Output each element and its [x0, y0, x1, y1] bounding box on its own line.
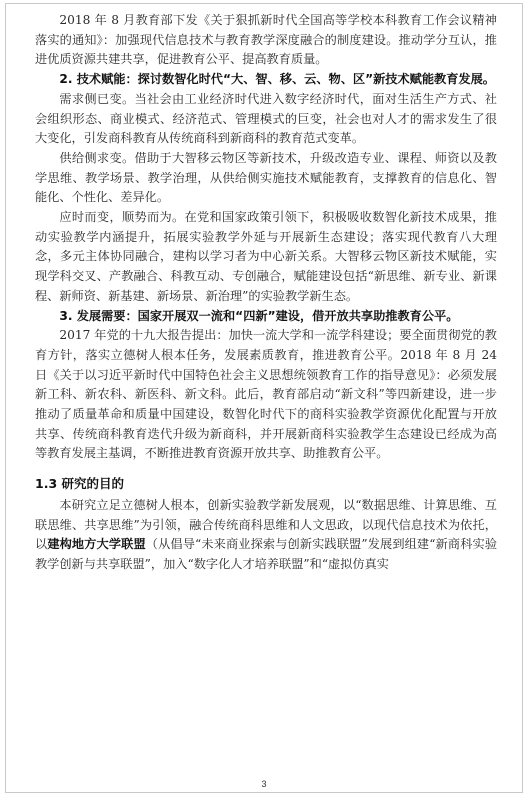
document-page	[5, 3, 523, 793]
purpose-text-end: （从倡导“未来商业探索与创新实践联盟”发展到组建“新商科实验教学创新与共享联盟”，加入“数字化人才培养联盟”和“虚拟仿真实	[35, 537, 498, 571]
section-heading-tech-empowerment: 2. 技术赋能：探讨数智化时代“大、智、移、云、物、区”新技术赋能教育发展。	[59, 72, 495, 87]
paragraph-research-purpose	[35, 496, 497, 575]
paragraph-adapt-to-times: 应时而变，顺势而为。在党和国家政策引领下，积极吸收数智化新技术成果，推动实验教学内涵提升，拓展实验教学外延与开展新生态建设；落实现代教育八大理念，多元主体协同融合，建构以学习者为中心新关系。大智移云物区新技术赋能，实现学科交叉、产教融合、科教互动、专创融合，赋能建设包括“新思维、新专业、新课程、新师资、新基建、新场景、新治理”的实验教学新生态。	[35, 210, 497, 303]
paragraph-19th-congress: 2017 年党的十九大报告提出：加快一流大学和一流学科建设；要全面贯彻党的教育方针，落实立德树人根本任务，发展素质教育，推进教育公平。2018 年 8 月 24 日《关于以习近平新时代中国特色社会主义思想统领教育工作的指导意见》：必须发展新工科、新农科、新医科、新文科。此后，教育部启动“新文科”等四新建设，进一步推动了质量革命和质量中国建设，数智化时代下的商科实验教学资源优化配置与开放共享、传统商科教育迭代升级为新商科，并开展新商科实验教学生态建设已经成为高等教育发展主基调，不断推进教育资源开放共享、助推教育公平。	[35, 328, 497, 461]
purpose-text-bold: 建构地方大学联盟	[47, 537, 146, 552]
purpose-text-start: 本研究立足立德树人根本，创新实验教学新发展观，以“数据思维、计算思维、互联思维、共享思维”为引领，融合传统商科思维和人文思政，以现代信息技术为依托，以	[35, 497, 497, 552]
section-heading-development-needs: 3. 发展需要：国家开展双一流和“四新”建设，借开放共享助推教育公平。	[59, 308, 459, 323]
page-number: 3	[261, 779, 267, 789]
subsection-heading-research-purpose: 1.3 研究的目的	[35, 476, 124, 492]
paragraph-supply-side: 供给侧求变。借助于大智移云物区等新技术，升级改造专业、课程、师资以及教学思维、教学场景、教学治理，从供给侧实施技术赋能教育，支撑教育的信息化、智能化、个性化、差异化。	[35, 150, 497, 205]
page-content	[35, 11, 497, 575]
paragraph-demand-side: 需求侧已变。当社会由工业经济时代进入数字经济时代，面对生活生产方式、社会组织形态、商业模式、经济范式、管理模式的巨变，社会也对人才的需求发生了很大变化，引发商科教育从传统商科到新商科的教育范式变革。	[35, 91, 497, 146]
paragraph-policy-2018: 2018 年 8 月教育部下发《关于狠抓新时代全国高等学校本科教育工作会议精神落实的通知》：加强现代信息技术与教育教学深度融合的制度建设。推动学分互认，推进优质资源共建共享，促进教育公平、提高教育质量。	[35, 13, 497, 67]
